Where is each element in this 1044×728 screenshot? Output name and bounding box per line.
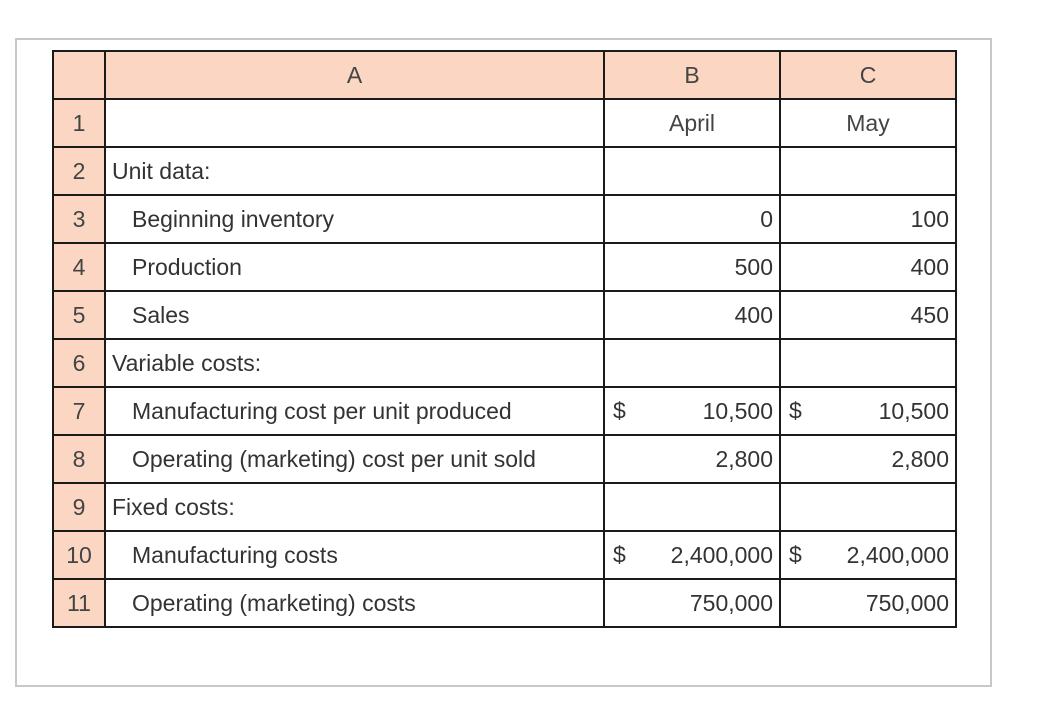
column-header-b[interactable]: B	[604, 51, 780, 99]
cell-a11[interactable]: Operating (marketing) costs	[105, 579, 604, 627]
cell-b11[interactable]: 750,000	[604, 579, 780, 627]
cell-c6[interactable]	[780, 339, 956, 387]
cell-b8[interactable]: 2,800	[604, 435, 780, 483]
cell-b2[interactable]	[604, 147, 780, 195]
cell-c2[interactable]	[780, 147, 956, 195]
cell-c7[interactable]	[780, 387, 956, 435]
table-row	[53, 291, 956, 339]
table-row	[53, 483, 956, 531]
cell-c3[interactable]: 100	[780, 195, 956, 243]
cell-a10[interactable]: Manufacturing costs	[105, 531, 604, 579]
table-row	[53, 147, 956, 195]
cell-value: 2,400,000	[846, 541, 949, 568]
row-header[interactable]: 2	[53, 147, 105, 195]
table-row	[53, 195, 956, 243]
cell-a2[interactable]: Unit data:	[105, 147, 604, 195]
table-row	[53, 387, 956, 435]
spreadsheet-grid	[52, 50, 957, 628]
row-header[interactable]: 7	[53, 387, 105, 435]
column-header-row	[53, 51, 956, 99]
cell-b5[interactable]: 400	[604, 291, 780, 339]
cell-c4[interactable]: 400	[780, 243, 956, 291]
row-header[interactable]: 11	[53, 579, 105, 627]
cell-c10[interactable]	[780, 531, 956, 579]
cell-b6[interactable]	[604, 339, 780, 387]
cell-a7[interactable]: Manufacturing cost per unit produced	[105, 387, 604, 435]
column-header-c[interactable]: C	[780, 51, 956, 99]
table-row	[53, 531, 956, 579]
cell-a8[interactable]: Operating (marketing) cost per unit sold	[105, 435, 604, 483]
table-row	[53, 579, 956, 627]
table-row	[53, 243, 956, 291]
currency-symbol: $	[789, 541, 802, 568]
currency-symbol: $	[613, 397, 626, 424]
currency-symbol: $	[613, 541, 626, 568]
cell-a4[interactable]: Production	[105, 243, 604, 291]
cell-c9[interactable]	[780, 483, 956, 531]
cell-b9[interactable]	[604, 483, 780, 531]
column-header-a[interactable]: A	[105, 51, 604, 99]
row-header[interactable]: 6	[53, 339, 105, 387]
cell-b4[interactable]: 500	[604, 243, 780, 291]
table-row	[53, 339, 956, 387]
corner-cell[interactable]	[53, 51, 105, 99]
cell-c5[interactable]: 450	[780, 291, 956, 339]
row-header[interactable]: 3	[53, 195, 105, 243]
cell-c8[interactable]: 2,800	[780, 435, 956, 483]
cell-a5[interactable]: Sales	[105, 291, 604, 339]
row-header[interactable]: 9	[53, 483, 105, 531]
cell-value: 10,500	[878, 397, 949, 424]
row-header[interactable]: 10	[53, 531, 105, 579]
cell-a1[interactable]	[105, 99, 604, 147]
cell-a3[interactable]: Beginning inventory	[105, 195, 604, 243]
table-row	[53, 435, 956, 483]
row-header[interactable]: 1	[53, 99, 105, 147]
cell-a6[interactable]: Variable costs:	[105, 339, 604, 387]
row-header[interactable]: 5	[53, 291, 105, 339]
cell-value: 2,400,000	[670, 541, 773, 568]
row-header[interactable]: 8	[53, 435, 105, 483]
table-row	[53, 99, 956, 147]
cell-b7[interactable]	[604, 387, 780, 435]
cell-b1[interactable]: April	[604, 99, 780, 147]
cell-c11[interactable]: 750,000	[780, 579, 956, 627]
currency-symbol: $	[789, 397, 802, 424]
row-header[interactable]: 4	[53, 243, 105, 291]
cell-b10[interactable]	[604, 531, 780, 579]
cell-c1[interactable]: May	[780, 99, 956, 147]
cell-value: 10,500	[702, 397, 773, 424]
cell-a9[interactable]: Fixed costs:	[105, 483, 604, 531]
cell-b3[interactable]: 0	[604, 195, 780, 243]
